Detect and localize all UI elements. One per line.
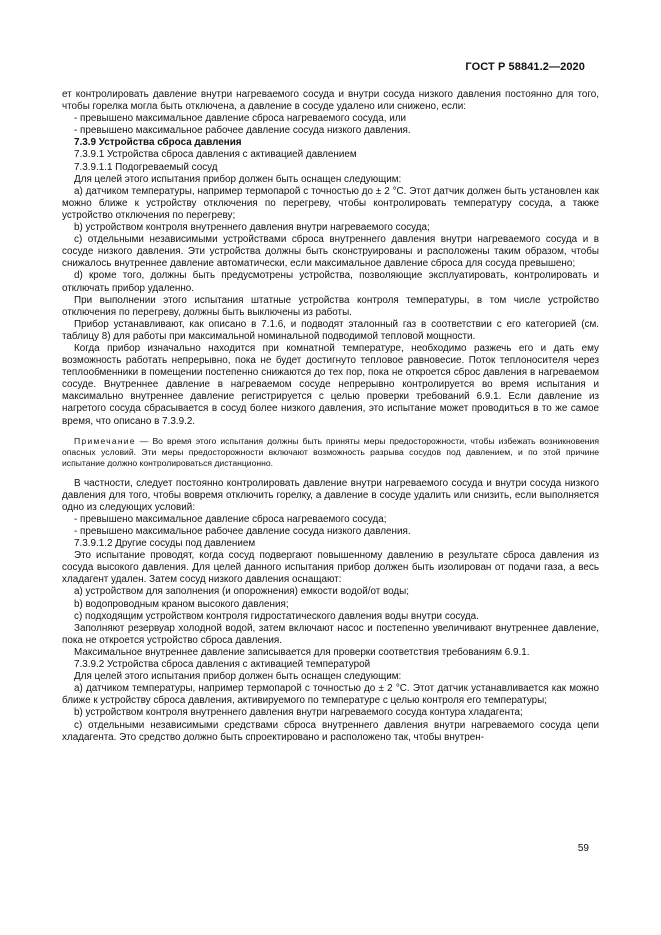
document-body xyxy=(62,89,599,744)
paragraph: Заполняют резервуар холодной водой, затем включают насос и постепенно увеличивают внутреннее давление, пока не откроется устройство сброса давления. xyxy=(62,622,599,646)
note-label: Примечание xyxy=(74,435,136,446)
paragraph: c) отдельными независимыми средствами сброса внутреннего давления внутри нагреваемого сосуда цепи хладагента. Это средство должно быть спроектировано и расположено так, чтобы внутрен- xyxy=(62,719,599,743)
section-heading: 7.3.9 Устройства сброса давления xyxy=(74,137,242,149)
paragraph: Максимальное внутреннее давление записывается для проверки соответствия требованиям 6.9.1. xyxy=(74,646,530,658)
paragraph: ет контролировать давление внутри нагреваемого сосуда и внутри сосуда низкого давления постоянно для того, чтобы горелка могла быть отключена, а давление в сосуде удалено или снижено, если: xyxy=(62,89,599,113)
page-header: ГОСТ Р 58841.2—2020 xyxy=(465,61,585,73)
paragraph: a) устройством для заполнения (и опорожнения) емкости водой/от воды; xyxy=(74,586,410,598)
paragraph: c) отдельными независимыми устройствами сброса внутреннего давления внутри нагреваемого сосуда и в сосуде низкого давления. Эти устройства должны быть сконструированы и расположены таким образом, чтобы снижалось внутреннее давление автоматически, если максимальное давление сброса для сосуда превышено; xyxy=(62,234,599,270)
paragraph: 7.3.9.2 Устройства сброса давления с активацией температурой xyxy=(74,659,371,671)
paragraph: c) подходящим устройством контроля гидростатического давления воды внутри сосуда. xyxy=(74,610,479,622)
paragraph: 7.3.9.1.1 Подогреваемый сосуд xyxy=(74,161,218,173)
paragraph: Для целей этого испытания прибор должен быть оснащен следующим: xyxy=(74,671,402,683)
paragraph: При выполнении этого испытания штатные устройства контроля температуры, в том числе устройство отключения по перегреву, должны быть выключены из работы. xyxy=(62,294,599,318)
list-item: - превышено максимальное давление сброса нагреваемого сосуда, или xyxy=(74,113,407,125)
paragraph: b) устройством контроля внутреннего давления внутри нагреваемого сосуда; xyxy=(74,222,430,234)
page-number: 59 xyxy=(577,843,589,854)
list-item: - превышено максимальное давление сброса нагреваемого сосуда; xyxy=(74,513,387,525)
paragraph: В частности, следует постоянно контролировать давление внутри нагреваемого сосуда и внутри сосуда низкого давления для того, чтобы вовремя отключить горелку, а давление в сосуде удалить или снизить, если выполняется одно из следующих условий: xyxy=(62,477,599,513)
paragraph: Когда прибор изначально находится при комнатной температуре, необходимо разжечь его и дать ему возможность работать непрерывно, пока не будет достигнуто тепловое равновесие. Поток теплоносителя через теплообменники в помещении постепенно снижаются до тех пор, пока не откроется сброс давления в нагреваемом сосуде. Внутреннее давление в нагреваемом сосуде непрерывно контролируется во время испытания и максимально внутреннее давление регистрируется с целью проверки требований 6.9.1. Если давление из нагретого сосуда сбрасывается в сосуд более низкого давления, это испытание может проводиться в то же самое время, что описано в 7.3.9.2. xyxy=(62,342,599,427)
paragraph: Для целей этого испытания прибор должен быть оснащен следующим: xyxy=(74,173,402,185)
paragraph: a) датчиком температуры, например термопарой с точностью до ± 2 °С. Этот датчик устанавливается как можно ближе к устройству сброса давления, активируемого по температуре с целью контроля его температуры; xyxy=(62,683,599,707)
paragraph: 7.3.9.1.2 Другие сосуды под давлением xyxy=(74,538,256,550)
paragraph: d) кроме того, должны быть предусмотрены устройства, позволяющие эксплуатировать, контролировать и отключать прибор удаленно. xyxy=(62,270,599,294)
paragraph: b) водопроводным краном высокого давления; xyxy=(74,598,289,610)
paragraph: b) устройством контроля внутреннего давления внутри нагреваемого сосуда контура хладагента; xyxy=(74,707,523,719)
paragraph: 7.3.9.1 Устройства сброса давления с активацией давлением xyxy=(74,149,357,161)
list-item: - превышено максимальное рабочее давление сосуда низкого давления. xyxy=(74,526,411,537)
paragraph: a) датчиком температуры, например термопарой с точностью до ± 2 °С. Этот датчик должен быть установлен как можно ближе к устройству отключения по перегреву, чтобы контролировать температуру сосуда, а также устройство отключения по перегреву; xyxy=(62,185,599,221)
note-paragraph xyxy=(62,436,599,469)
paragraph: Это испытание проводят, когда сосуд подвергают повышенному давлению в результате сброса давления из сосуда высокого давления. Для целей данного испытания прибор должен быть изолирован от подачи газа, а весь хладагент удален. Затем сосуд низкого давления оснащают: xyxy=(62,550,599,586)
paragraph: Прибор устанавливают, как описано в 7.1.6, и подводят эталонный газ в соответствии с его категорией (см. таблицу 8) для работы при максимальной номинальной подводимой тепловой мощности. xyxy=(62,318,599,342)
list-item: - превышено максимальное рабочее давление сосуда низкого давления. xyxy=(74,125,411,137)
note-text: — Во время этого испытания должны быть приняты меры предосторожности, чтобы избежать возникновения опасных условий. Эти меры предосторожности включают возможность разрыва сосудов под давлением, и по этой причине испытание должно контролироваться дистанционно. xyxy=(62,435,599,468)
